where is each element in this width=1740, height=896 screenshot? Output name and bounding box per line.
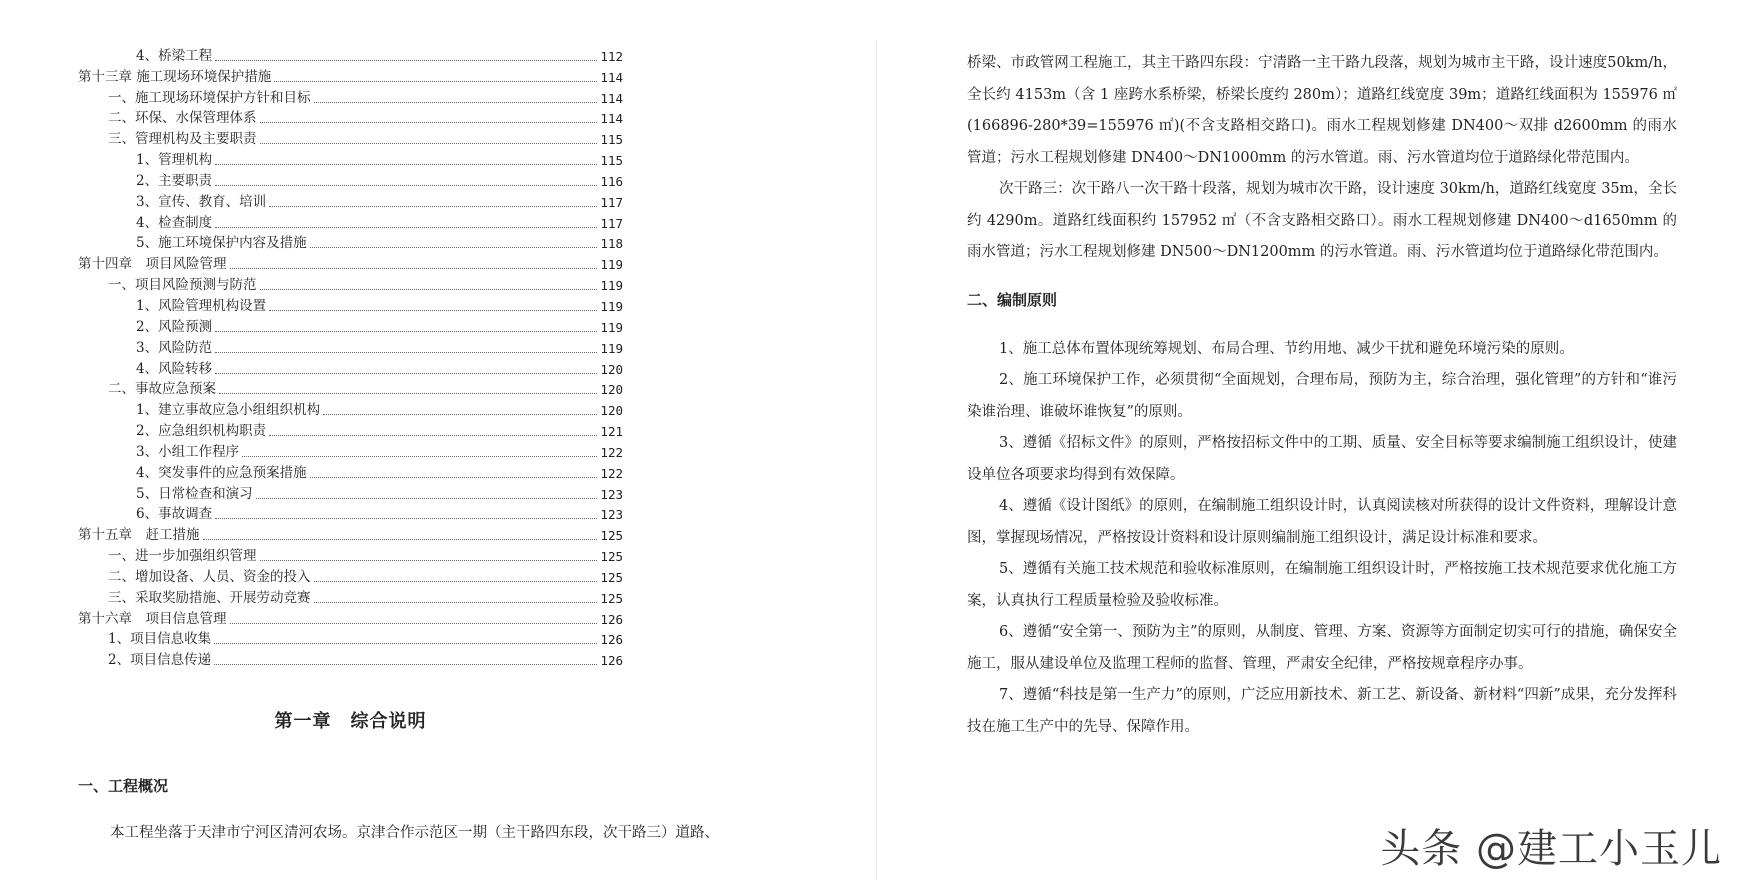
toc-entry-title: 2、主要职责 bbox=[136, 172, 213, 189]
toc-entry-title: 一、项目风险预测与防范 bbox=[108, 277, 257, 294]
toc-leader-dots bbox=[310, 247, 598, 248]
toc-leader-dots bbox=[215, 518, 597, 519]
toc-leader-dots bbox=[215, 331, 597, 332]
toc-entry-title: 三、采取奖励措施、开展劳动竞赛 bbox=[108, 589, 311, 606]
toc-entry-title: 1、项目信息收集 bbox=[108, 631, 212, 648]
toc-entry-title: 第十三章 施工现场环境保护措施 bbox=[78, 68, 272, 85]
toc-entry-title: 一、施工现场环境保护方针和目标 bbox=[108, 89, 311, 106]
toc-entry-page: 116 bbox=[600, 173, 623, 189]
toc-entry-page: 114 bbox=[600, 111, 623, 127]
toc-entry-page: 125 bbox=[600, 528, 623, 544]
toc-entry-page: 119 bbox=[600, 298, 623, 314]
principle-item: 4、遵循《设计图纸》的原则，在编制施工组织设计时，认真阅读核对所获得的设计文件资料，理解设计意图，掌握现场情况，严格按设计资料和设计原则编制施工组织设计，满足设计标准和要求。 bbox=[967, 498, 1677, 546]
toc-leader-dots bbox=[260, 560, 598, 561]
toc-leader-dots bbox=[260, 122, 598, 123]
toc-entry-page: 126 bbox=[600, 611, 623, 627]
toc-entry[interactable] bbox=[78, 565, 623, 586]
toc-entry[interactable] bbox=[78, 169, 623, 190]
toc-entry[interactable] bbox=[78, 523, 623, 544]
toc-entry-page: 126 bbox=[600, 653, 623, 669]
chapter-title: 第一章 综合说明 bbox=[274, 711, 427, 732]
toc-entry[interactable] bbox=[78, 398, 623, 419]
toc-entry[interactable] bbox=[78, 357, 623, 378]
toc-entry[interactable] bbox=[78, 273, 623, 294]
toc-entry-title: 1、管理机构 bbox=[136, 152, 213, 169]
toc-leader-dots bbox=[230, 623, 598, 624]
toc-leader-dots bbox=[323, 414, 597, 415]
toc-entry[interactable] bbox=[78, 86, 623, 107]
toc-entry-page: 119 bbox=[600, 340, 623, 356]
toc-leader-dots bbox=[260, 289, 598, 290]
toc-entry-page: 123 bbox=[600, 507, 623, 523]
toc-leader-dots bbox=[274, 81, 597, 82]
toc-entry[interactable] bbox=[78, 315, 623, 336]
principle-item: 3、遵循《招标文件》的原则，严格按招标文件中的工期、质量、安全目标等要求编制施工组织设计，使建设单位各项要求均得到有效保障。 bbox=[967, 435, 1677, 483]
toc-entry-page: 126 bbox=[600, 632, 623, 648]
toc-entry[interactable] bbox=[78, 419, 623, 440]
toc-leader-dots bbox=[215, 164, 597, 165]
toc-entry[interactable] bbox=[78, 503, 623, 524]
toc-leader-dots bbox=[214, 664, 597, 665]
toc-entry[interactable] bbox=[78, 544, 623, 565]
secondary-road-paragraph: 次干路三：次干路八一次干路十段落，规划为城市次干路，设计速度 30km/h，道路红线宽度 35m，全长约 4290m。道路红线面积约 157952 ㎡（不含支路相交路口）。雨水工程规划修建 DN400～d1650mm 的雨水管道；污水工程规划修建 DN500～DN1200mm 的污水管道。雨、污水管道均位于道路绿化带范围内。 bbox=[967, 181, 1677, 260]
toc-leader-dots bbox=[269, 435, 597, 436]
page-divider bbox=[876, 40, 877, 880]
toc-entry-page: 119 bbox=[600, 319, 623, 335]
toc-entry-title: 2、风险预测 bbox=[136, 318, 213, 335]
toc-entry-title: 4、桥梁工程 bbox=[136, 47, 213, 64]
toc-entry-title: 二、增加设备、人员、资金的投入 bbox=[108, 568, 311, 585]
toc-entry-title: 5、施工环境保护内容及措施 bbox=[136, 235, 307, 252]
toc-entry[interactable] bbox=[78, 65, 623, 86]
toc-entry-title: 一、进一步加强组织管理 bbox=[108, 548, 257, 565]
toc-entry-page: 122 bbox=[600, 465, 623, 481]
toc-entry-page: 112 bbox=[600, 48, 623, 64]
toc-entry[interactable] bbox=[78, 252, 623, 273]
toc-entry-title: 三、管理机构及主要职责 bbox=[108, 131, 257, 148]
toc-entry-page: 115 bbox=[600, 132, 623, 148]
toc-entry[interactable] bbox=[78, 440, 623, 461]
toc-leader-dots bbox=[230, 268, 598, 269]
toc-page bbox=[78, 44, 623, 669]
toc-entry-page: 125 bbox=[600, 569, 623, 585]
toc-entry-page: 117 bbox=[600, 215, 623, 231]
toc-entry-title: 第十六章 项目信息管理 bbox=[78, 610, 227, 627]
principles-list bbox=[967, 334, 1677, 744]
toc-leader-dots bbox=[269, 206, 597, 207]
toc-entry[interactable] bbox=[78, 648, 623, 669]
toc-entry-title: 4、检查制度 bbox=[136, 214, 213, 231]
toc-entry[interactable] bbox=[78, 148, 623, 169]
toc-entry[interactable] bbox=[78, 44, 623, 65]
toc-entry-title: 二、环保、水保管理体系 bbox=[108, 110, 257, 127]
toc-entry[interactable] bbox=[78, 461, 623, 482]
toc-leader-dots bbox=[215, 185, 597, 186]
toc-entry[interactable] bbox=[78, 127, 623, 148]
table-of-contents bbox=[78, 44, 623, 669]
toc-entry[interactable] bbox=[78, 107, 623, 128]
toc-entry-title: 3、小组工作程序 bbox=[136, 443, 240, 460]
toc-entry-title: 1、建立事故应急小组组织机构 bbox=[136, 402, 321, 419]
toc-entry-title: 二、事故应急预案 bbox=[108, 381, 216, 398]
toc-leader-dots bbox=[203, 539, 598, 540]
overview-intro-paragraph: 本工程坐落于天津市宁河区清河农场。京津合作示范区一期（主干路四东段，次干路三）道路、 bbox=[110, 825, 719, 841]
toc-leader-dots bbox=[215, 60, 597, 61]
toc-leader-dots bbox=[314, 602, 598, 603]
toc-entry[interactable] bbox=[78, 190, 623, 211]
toc-entry-page: 114 bbox=[600, 90, 623, 106]
toc-leader-dots bbox=[269, 310, 597, 311]
toc-entry-page: 122 bbox=[600, 444, 623, 460]
toc-entry-page: 125 bbox=[600, 590, 623, 606]
toc-entry-title: 6、事故调查 bbox=[136, 506, 213, 523]
toc-entry[interactable] bbox=[78, 336, 623, 357]
toc-leader-dots bbox=[215, 373, 597, 374]
toc-entry-title: 5、日常检查和演习 bbox=[136, 485, 253, 502]
principle-item: 5、遵循有关施工技术规范和验收标准原则，在编制施工组织设计时，严格按施工技术规范要求优化施工方案，认真执行工程质量检验及验收标准。 bbox=[967, 561, 1677, 609]
section-title-overview: 一、工程概况 bbox=[78, 777, 169, 795]
watermark: 头条 @建工小玉儿 bbox=[1380, 826, 1722, 872]
toc-entry-page: 120 bbox=[600, 403, 623, 419]
toc-entry-page: 115 bbox=[600, 153, 623, 169]
toc-entry-page: 120 bbox=[600, 361, 623, 377]
toc-entry-page: 119 bbox=[600, 257, 623, 273]
toc-entry-page: 123 bbox=[600, 486, 623, 502]
toc-entry[interactable] bbox=[78, 607, 623, 628]
toc-entry[interactable] bbox=[78, 232, 623, 253]
toc-leader-dots bbox=[242, 456, 597, 457]
toc-entry[interactable] bbox=[78, 294, 623, 315]
toc-leader-dots bbox=[214, 643, 597, 644]
toc-entry-page: 119 bbox=[600, 278, 623, 294]
toc-leader-dots bbox=[256, 498, 598, 499]
toc-leader-dots bbox=[314, 581, 598, 582]
toc-entry-page: 114 bbox=[600, 69, 623, 85]
toc-leader-dots bbox=[215, 352, 597, 353]
toc-entry-page: 120 bbox=[600, 382, 623, 398]
toc-entry[interactable] bbox=[78, 586, 623, 607]
section-title-principles: 二、编制原则 bbox=[967, 290, 1058, 309]
toc-entry[interactable] bbox=[78, 628, 623, 649]
toc-entry-title: 3、宣传、教育、培训 bbox=[136, 193, 267, 210]
principle-item: 2、施工环境保护工作，必须贯彻“全面规划，合理布局，预防为主，综合治理，强化管理”的方针和“谁污染谁治理、谁破坏谁恢复”的原则。 bbox=[967, 372, 1677, 420]
toc-entry-title: 1、风险管理机构设置 bbox=[136, 297, 267, 314]
principle-item: 6、遵循“安全第一、预防为主”的原则，从制度、管理、方案、资源等方面制定切实可行的措施，确保安全施工，服从建设单位及监理工程师的监督、管理，严肃安全纪律，严格按规章程序办事。 bbox=[967, 624, 1677, 672]
toc-entry-title: 2、应急组织机构职责 bbox=[136, 423, 267, 440]
toc-entry-title: 4、突发事件的应急预案措施 bbox=[136, 464, 307, 481]
toc-entry[interactable] bbox=[78, 482, 623, 503]
toc-entry[interactable] bbox=[78, 378, 623, 399]
toc-entry-title: 2、项目信息传递 bbox=[108, 652, 212, 669]
project-description-paragraph: 桥梁、市政管网工程施工，其主干路四东段：宁清路一主干路九段落，规划为城市主干路，设计速度50km/h，全长约 4153m（含 1 座跨水系桥梁，桥梁长度约 280m）；道路红线宽度 39m；道路红线面积为 155976 ㎡(166896-280*39=155976 ㎡)(不含支路相交路口)。雨水工程规划修建 DN400～双排 d2600mm 的雨水管道；污水工程规划修建 DN400～DN1000mm 的污水管道。雨、污水管道均位于道路绿化带范围内。 bbox=[967, 55, 1677, 166]
toc-entry-page: 125 bbox=[600, 549, 623, 565]
toc-entry[interactable] bbox=[78, 211, 623, 232]
toc-entry-page: 121 bbox=[600, 424, 623, 440]
toc-entry-title: 4、风险转移 bbox=[136, 360, 213, 377]
content-page bbox=[967, 48, 1677, 743]
toc-entry-page: 117 bbox=[600, 194, 623, 210]
toc-leader-dots bbox=[215, 227, 597, 228]
toc-leader-dots bbox=[260, 143, 598, 144]
toc-leader-dots bbox=[314, 102, 598, 103]
toc-entry-title: 第十五章 赶工措施 bbox=[78, 527, 200, 544]
principle-item: 7、遵循“科技是第一生产力”的原则，广泛应用新技术、新工艺、新设备、新材料“四新”成果，充分发挥科技在施工生产中的先导、保障作用。 bbox=[967, 687, 1677, 735]
principle-item: 1、施工总体布置体现统筹规划、布局合理、节约用地、减少干扰和避免环境污染的原则。 bbox=[999, 340, 1574, 357]
toc-entry-page: 118 bbox=[600, 236, 623, 252]
toc-entry-title: 3、风险防范 bbox=[136, 339, 213, 356]
toc-leader-dots bbox=[219, 393, 597, 394]
toc-entry-title: 第十四章 项目风险管理 bbox=[78, 256, 227, 273]
toc-leader-dots bbox=[310, 477, 598, 478]
